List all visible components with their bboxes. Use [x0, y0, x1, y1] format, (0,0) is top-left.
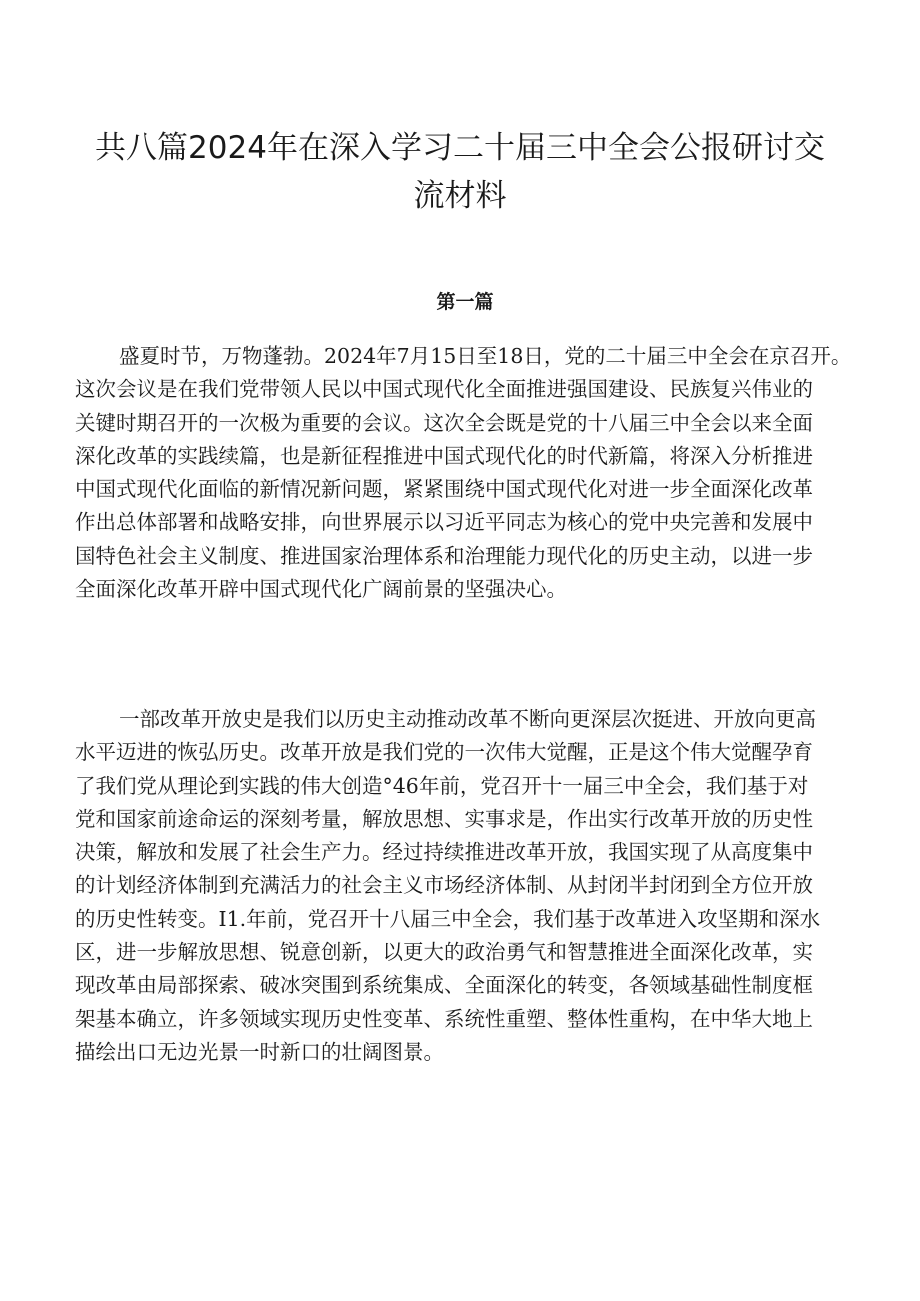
paragraph-line: 现改革由局部探索、破冰突围到系统集成、全面深化的转变，各领域基础性制度框 — [75, 973, 813, 998]
paragraph-line: 中国式现代化面临的新情况新问题，紧紧围绕中国式现代化对进一步全面深化改革 — [75, 477, 813, 502]
paragraph-line: 盛夏时节，万物蓬勃。2024年7月15日至18日，党的二十届三中全会在京召开。 — [119, 344, 852, 368]
document-title — [0, 124, 920, 220]
paragraph-line: 水平迈进的恢弘历史。改革开放是我们党的一次伟大觉醒，正是这个伟大觉醒孕育 — [75, 740, 813, 765]
paragraph-line: 描绘出口无边光景一时新口的壮阔图景。 — [75, 1039, 444, 1064]
paragraph-line: 党和国家前途命运的深刻考量，解放思想、实事求是，作出实行改革开放的历史性 — [75, 806, 813, 831]
paragraph-line: 架基本确立，许多领域实现历史性变革、系统性重塑、整体性重构，在中华大地上 — [75, 1006, 813, 1031]
paragraph-line: 的历史性转变。I1.年前，党召开十八届三中全会，我们基于改革进入攻坚期和深水 — [75, 906, 821, 931]
paragraph-line: 决策，解放和发展了社会生产力。经过持续推进改革开放，我国实现了从高度集中 — [75, 840, 813, 865]
section-heading: 第一篇 — [436, 291, 494, 313]
paragraph-2 — [75, 703, 865, 1069]
paragraph-line: 关键时期召开的一次极为重要的会议。这次全会既是党的十八届三中全会以来全面 — [75, 410, 813, 435]
paragraph-line: 深化改革的实践续篇，也是新征程推进中国式现代化的时代新篇，将深入分析推进 — [75, 443, 813, 468]
paragraph-line: 全面深化改革开辟中国式现代化广阔前景的坚强决心。 — [75, 577, 567, 602]
title-line-1: 共八篇2024年在深入学习二十届三中全会公报研讨交 — [95, 130, 825, 166]
paragraph-line: 区，进一步解放思想、锐意创新，以更大的政治勇气和智慧推进全面深化改革，实 — [75, 940, 813, 965]
paragraph-line: 这次会议是在我们党带领人民以中国式现代化全面推进强国建设、民族复兴伟业的 — [75, 377, 813, 402]
title-line-2: 流材料 — [413, 178, 507, 214]
paragraph-line: 一部改革开放史是我们以历史主动推动改革不断向更深层次挺进、开放向更高 — [119, 707, 816, 731]
paragraph-1 — [75, 340, 865, 606]
paragraph-line: 的计划经济体制到充满活力的社会主义市场经济体制、从封闭半封闭到全方位开放 — [75, 873, 813, 898]
paragraph-line: 了我们党从理论到实践的伟大创造°46年前，党召开十一届三中全会，我们基于对 — [75, 773, 809, 798]
paragraph-line: 国特色社会主义制度、推进国家治理体系和治理能力现代化的历史主动，以进一步 — [75, 543, 813, 568]
paragraph-line: 作出总体部署和战略安排，向世界展示以习近平同志为核心的党中央完善和发展中 — [75, 510, 813, 535]
